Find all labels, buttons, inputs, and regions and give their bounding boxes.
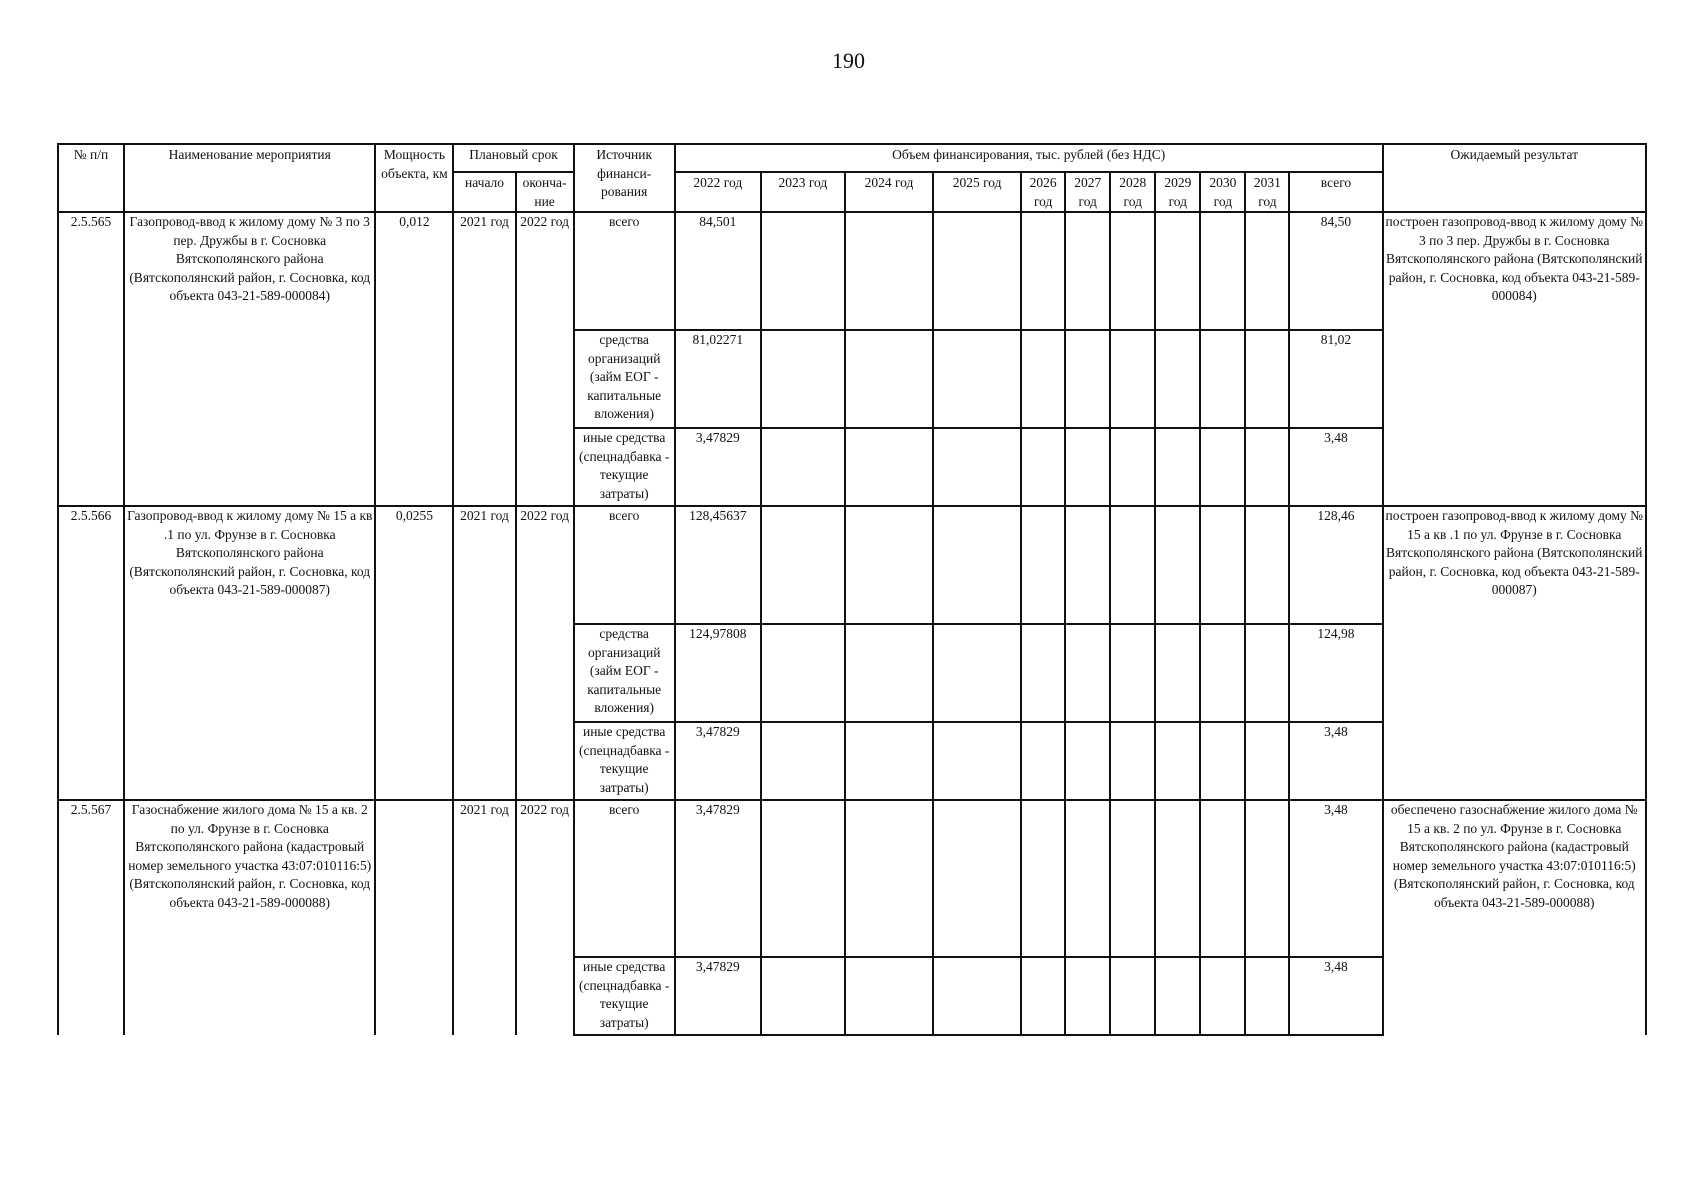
row-total: 81,02 xyxy=(1289,330,1382,428)
page-number: 190 xyxy=(832,48,865,73)
row-value-empty xyxy=(1110,800,1155,957)
row-value-empty xyxy=(933,624,1021,722)
header-year: 2031 год xyxy=(1245,172,1289,212)
row-value-empty xyxy=(1155,212,1200,330)
row-value-empty xyxy=(1021,624,1065,722)
row-value-empty xyxy=(933,722,1021,800)
row-value-empty xyxy=(845,624,933,722)
header-year: 2024 год xyxy=(845,172,933,212)
row-value-empty xyxy=(1021,212,1065,330)
row-total: 3,48 xyxy=(1289,800,1382,957)
row-value-empty xyxy=(1200,330,1245,428)
row-value-empty xyxy=(1021,800,1065,957)
row-value-empty xyxy=(1200,957,1245,1035)
header-end: оконча-ние xyxy=(516,172,574,212)
row-value-empty xyxy=(761,428,845,506)
header-volume: Объем финансирования, тыс. рублей (без НДС) xyxy=(675,144,1383,172)
row-result: построен газопровод-ввод к жилому дому № 15 а кв .1 по ул. Фрунзе в г. Сосновка Вятскополянского района (Вятскополянский район, г. Сосновка, код объекта 043-21-589-000087) xyxy=(1383,506,1646,800)
row-value-empty xyxy=(1245,800,1289,957)
row-value-2022: 84,501 xyxy=(675,212,761,330)
row-result: построен газопровод-ввод к жилому дому № 3 по 3 пер. Дружбы в г. Сосновка Вятскополянского района (Вятскополянский район, г. Сосновка, код объекта 043-21-589-000084) xyxy=(1383,212,1646,506)
row-capacity: 0,012 xyxy=(375,212,453,506)
row-value-empty xyxy=(845,330,933,428)
row-value-empty xyxy=(1245,506,1289,624)
header-year: 2030 год xyxy=(1200,172,1245,212)
row-start: 2021 год xyxy=(453,212,515,506)
row-source: средства организаций (займ ЕОГ - капитальные вложения) xyxy=(574,624,675,722)
row-value-empty xyxy=(1200,624,1245,722)
row-end: 2022 год xyxy=(516,800,574,1035)
row-value-empty xyxy=(1245,957,1289,1035)
row-value-empty xyxy=(1065,506,1110,624)
row-value-empty xyxy=(761,330,845,428)
row-value-empty xyxy=(933,212,1021,330)
header-capacity: Мощность объекта, км xyxy=(375,144,453,212)
row-source: иные средства (спецнадбавка - текущие затраты) xyxy=(574,957,675,1035)
row-value-empty xyxy=(1065,428,1110,506)
row-value-empty xyxy=(845,800,933,957)
row-result: обеспечено газоснабжение жилого дома № 15 а кв. 2 по ул. Фрунзе в г. Сосновка Вятскополянского района (кадастровый номер земельного участка 43:07:010116:5) (Вятскополянский район, г. Сосновка, код объекта 043-21-589-000088) xyxy=(1383,800,1646,1035)
row-start: 2021 год xyxy=(453,800,515,1035)
row-name: Газопровод-ввод к жилому дому № 3 по 3 пер. Дружбы в г. Сосновка Вятскополянского района (Вятскополянский район, г. Сосновка, код объекта 043-21-589-000084) xyxy=(124,212,375,506)
row-value-empty xyxy=(761,722,845,800)
row-value-empty xyxy=(933,800,1021,957)
row-total: 3,48 xyxy=(1289,722,1382,800)
row-source: всего xyxy=(574,506,675,624)
row-value-empty xyxy=(1065,957,1110,1035)
table-row xyxy=(58,212,1646,330)
row-source: всего xyxy=(574,800,675,957)
row-source: иные средства (спецнадбавка - текущие затраты) xyxy=(574,428,675,506)
row-value-empty xyxy=(1245,722,1289,800)
row-value-empty xyxy=(845,957,933,1035)
row-value-2022: 3,47829 xyxy=(675,800,761,957)
row-value-empty xyxy=(933,506,1021,624)
row-end: 2022 год xyxy=(516,506,574,800)
row-value-2022: 124,97808 xyxy=(675,624,761,722)
header-num: № п/п xyxy=(58,144,124,212)
row-value-empty xyxy=(1200,800,1245,957)
table-row xyxy=(58,506,1646,624)
row-value-empty xyxy=(1110,506,1155,624)
row-value-empty xyxy=(1245,624,1289,722)
row-value-empty xyxy=(1065,624,1110,722)
row-value-empty xyxy=(1021,957,1065,1035)
row-name: Газопровод-ввод к жилому дому № 15 а кв .1 по ул. Фрунзе в г. Сосновка Вятскополянского района (Вятскополянский район, г. Сосновка, код объекта 043-21-589-000087) xyxy=(124,506,375,800)
row-total: 124,98 xyxy=(1289,624,1382,722)
row-value-empty xyxy=(1065,212,1110,330)
row-value-empty xyxy=(1021,330,1065,428)
row-value-empty xyxy=(1021,506,1065,624)
header-total: всего xyxy=(1289,172,1382,212)
row-value-empty xyxy=(1021,428,1065,506)
row-value-empty xyxy=(1200,428,1245,506)
row-value-empty xyxy=(1155,506,1200,624)
header-year: 2026 год xyxy=(1021,172,1065,212)
row-value-empty xyxy=(1021,722,1065,800)
row-value-2022: 3,47829 xyxy=(675,722,761,800)
row-capacity: 0,0255 xyxy=(375,506,453,800)
header-year: 2022 год xyxy=(675,172,761,212)
row-name: Газоснабжение жилого дома № 15 а кв. 2 по ул. Фрунзе в г. Сосновка Вятскополянского района (кадастровый номер земельного участка 43:07:010116:5) (Вятскополянский район, г. Сосновка, код объекта 043-21-589-000088) xyxy=(124,800,375,1035)
header-year: 2025 год xyxy=(933,172,1021,212)
row-value-empty xyxy=(845,722,933,800)
row-value-empty xyxy=(1200,506,1245,624)
row-value-2022: 81,02271 xyxy=(675,330,761,428)
row-value-empty xyxy=(1110,722,1155,800)
row-num: 2.5.567 xyxy=(58,800,124,1035)
header-start: начало xyxy=(453,172,515,212)
row-value-empty xyxy=(761,957,845,1035)
row-value-2022: 128,45637 xyxy=(675,506,761,624)
row-value-empty xyxy=(845,428,933,506)
header-name: Наименование мероприятия xyxy=(124,144,375,212)
header-year: 2028 год xyxy=(1110,172,1155,212)
row-value-empty xyxy=(933,957,1021,1035)
row-value-empty xyxy=(1200,722,1245,800)
header-result: Ожидаемый результат xyxy=(1383,144,1646,212)
row-value-empty xyxy=(1155,722,1200,800)
row-value-empty xyxy=(933,330,1021,428)
table-row xyxy=(58,800,1646,957)
row-source: иные средства (спецнадбавка - текущие затраты) xyxy=(574,722,675,800)
header-year: 2023 год xyxy=(761,172,845,212)
row-value-empty xyxy=(1245,330,1289,428)
row-value-empty xyxy=(933,428,1021,506)
row-value-empty xyxy=(845,212,933,330)
row-value-empty xyxy=(1110,212,1155,330)
header-source: Источник финанси-рования xyxy=(574,144,675,212)
row-value-empty xyxy=(1155,428,1200,506)
row-source: средства организаций (займ ЕОГ - капитальные вложения) xyxy=(574,330,675,428)
row-value-empty xyxy=(1110,624,1155,722)
row-value-2022: 3,47829 xyxy=(675,428,761,506)
row-num: 2.5.566 xyxy=(58,506,124,800)
row-value-empty xyxy=(845,506,933,624)
row-value-empty xyxy=(1110,428,1155,506)
row-value-empty xyxy=(1155,624,1200,722)
header-plan-term: Плановый срок xyxy=(453,144,573,172)
row-value-empty xyxy=(1110,330,1155,428)
row-value-empty xyxy=(1065,330,1110,428)
row-value-empty xyxy=(1155,330,1200,428)
row-start: 2021 год xyxy=(453,506,515,800)
row-value-empty xyxy=(1200,212,1245,330)
row-value-2022: 3,47829 xyxy=(675,957,761,1035)
row-value-empty xyxy=(761,624,845,722)
row-value-empty xyxy=(761,212,845,330)
row-total: 84,50 xyxy=(1289,212,1382,330)
row-value-empty xyxy=(1065,722,1110,800)
row-total: 128,46 xyxy=(1289,506,1382,624)
header-year: 2029 год xyxy=(1155,172,1200,212)
row-value-empty xyxy=(1245,428,1289,506)
row-value-empty xyxy=(761,506,845,624)
financing-table xyxy=(57,143,1647,1036)
row-value-empty xyxy=(761,800,845,957)
row-total: 3,48 xyxy=(1289,957,1382,1035)
row-value-empty xyxy=(1155,800,1200,957)
header-year: 2027 год xyxy=(1065,172,1110,212)
row-end: 2022 год xyxy=(516,212,574,506)
row-value-empty xyxy=(1245,212,1289,330)
row-value-empty xyxy=(1065,800,1110,957)
row-value-empty xyxy=(1155,957,1200,1035)
row-num: 2.5.565 xyxy=(58,212,124,506)
row-capacity xyxy=(375,800,453,1035)
row-total: 3,48 xyxy=(1289,428,1382,506)
row-source: всего xyxy=(574,212,675,330)
row-value-empty xyxy=(1110,957,1155,1035)
